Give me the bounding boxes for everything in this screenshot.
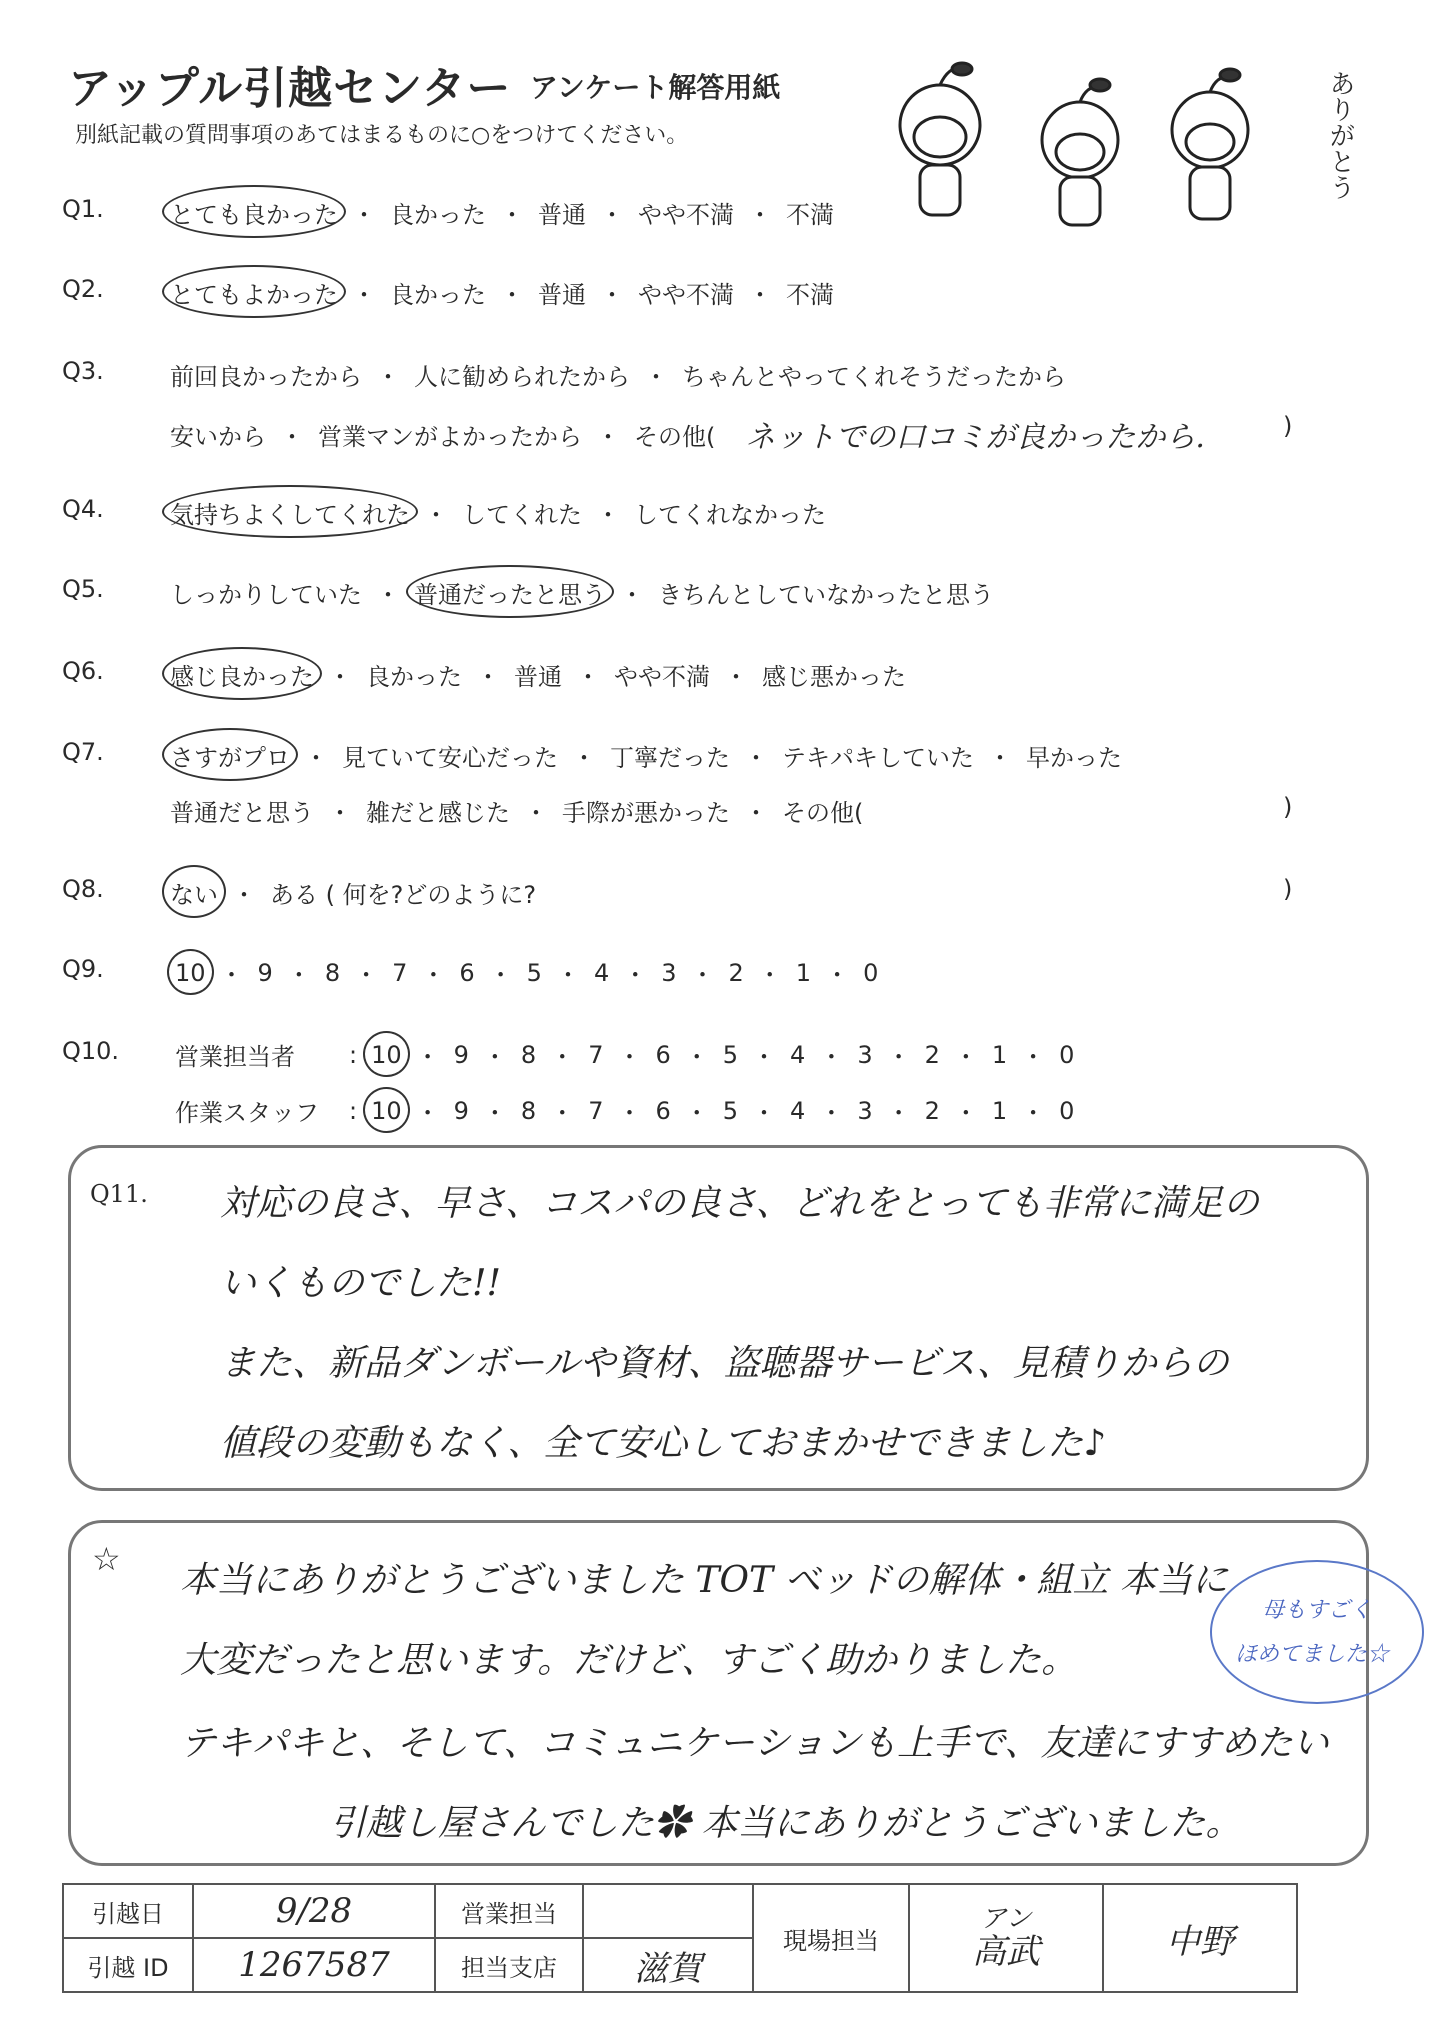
move-id-value[interactable]: 1267587	[193, 1938, 435, 1992]
q9-score-4[interactable]: 4	[593, 958, 610, 987]
move-date-value[interactable]: 9/28	[193, 1884, 435, 1938]
q3-other-answer[interactable]: ネットでの口コミが良かったから.	[745, 420, 1205, 455]
q6-option-1[interactable]: 感じ良かった	[170, 657, 314, 692]
q4-option-1[interactable]: 気持ちよくしてくれた	[170, 495, 410, 530]
q9-score-9[interactable]: 9	[257, 958, 273, 987]
q10-sales-label: 営業担当者	[175, 1043, 295, 1071]
q10-sales-score-8[interactable]: 8	[520, 1040, 537, 1069]
form-subtitle: アンケート解答用紙	[530, 71, 781, 104]
q7-options-row2: 普通だと思う ・ 雑だと感じた ・ 手際が悪かった ・ その他(	[170, 793, 863, 828]
site-staff-1-note: アン	[980, 1904, 1032, 1934]
q9-score-3[interactable]: 3	[661, 958, 677, 987]
q7-close-paren: )	[1283, 793, 1293, 821]
q1-option-4[interactable]: やや不満	[638, 201, 734, 229]
q10-sales-score-10[interactable]: 10	[371, 1040, 402, 1069]
bubble-line-2: ほめてました☆	[1235, 1642, 1390, 1667]
q2-options: とてもよかった ・ 良かった ・ 普通 ・ やや不満 ・ 不満	[170, 275, 834, 310]
q7-option-4[interactable]: テキパキしていた	[782, 744, 974, 772]
q7-option-7[interactable]: 雑だと感じた	[366, 799, 510, 827]
comment-line-2: 大変だったと思います。だけど、すごく助かりました。	[180, 1640, 1078, 1681]
q10-staff-score-2[interactable]: 2	[924, 1096, 940, 1125]
q7-option-5[interactable]: 早かった	[1026, 744, 1122, 772]
q6-option-4[interactable]: やや不満	[614, 663, 710, 691]
q8-label: Q8.	[62, 875, 104, 903]
move-id-label: 引越 ID	[63, 1938, 193, 1992]
bubble-line-1: 母もすごく	[1262, 1598, 1373, 1623]
q10-staff-score-1[interactable]: 1	[991, 1096, 1008, 1125]
q6-option-5[interactable]: 感じ悪かった	[762, 663, 906, 691]
sales-rep-label: 営業担当	[435, 1884, 583, 1938]
q10-staff-score-10[interactable]: 10	[371, 1096, 402, 1125]
site-staff-1[interactable]	[909, 1884, 1103, 1992]
move-date-label: 引越日	[63, 1884, 193, 1938]
q7-options: さすがプロ ・ 見ていて安心だった ・ 丁寧だった ・ テキパキしていた ・ 早かった	[170, 738, 1122, 773]
q1-options: とても良かった ・ 良かった ・ 普通 ・ やや不満 ・ 不満	[170, 195, 834, 230]
q9-score-10[interactable]: 10	[175, 958, 206, 987]
site-staff-2[interactable]: 中野	[1103, 1884, 1297, 1992]
q11-line-3: また、新品ダンボールや資材、盗聴器サービス、見積りからの	[220, 1343, 1229, 1384]
q9-score-0[interactable]: 0	[863, 958, 879, 987]
q9-score-6[interactable]: 6	[459, 958, 475, 987]
q11-line-2: いくものでした!!	[220, 1263, 501, 1304]
q5-option-1[interactable]: しっかりしていた	[170, 581, 362, 609]
brand-title: アップル引越センター	[68, 63, 512, 114]
q10-sales-score-3[interactable]: 3	[857, 1040, 873, 1069]
instructions: 別紙記載の質問事項のあてはまるものに○をつけてください。	[75, 123, 689, 148]
q2-option-4[interactable]: やや不満	[638, 281, 734, 309]
q6-options: 感じ良かった ・ 良かった ・ 普通 ・ やや不満 ・ 感じ悪かった	[170, 657, 906, 692]
q9-score-7[interactable]: 7	[392, 958, 408, 987]
q7-option-other[interactable]: その他(	[782, 799, 864, 827]
q3-close-paren: )	[1283, 412, 1293, 440]
monkey-middle-icon	[1042, 79, 1118, 225]
q6-option-2[interactable]: 良かった	[366, 663, 462, 691]
q2-label: Q2.	[62, 275, 104, 303]
q9-score-1[interactable]: 1	[795, 958, 812, 987]
q10-sales-score-9[interactable]: 9	[453, 1040, 469, 1069]
q5-label: Q5.	[62, 575, 104, 603]
q5-options: しっかりしていた ・ 普通だったと思う ・ きちんとしていなかったと思う	[170, 575, 994, 610]
q9-score-8[interactable]: 8	[324, 958, 341, 987]
q10-staff-score-9[interactable]: 9	[453, 1096, 469, 1125]
q3-label: Q3.	[62, 357, 104, 385]
q3-option-other[interactable]: その他(	[634, 422, 716, 451]
q10-sales-score-2[interactable]: 2	[924, 1040, 940, 1069]
q10-label: Q10.	[62, 1037, 120, 1065]
monkey-right-icon	[1172, 69, 1248, 219]
q9-label: Q9.	[62, 955, 104, 983]
q10-staff-row: 作業スタッフ : 10 ・ 9 ・ 8 ・ 7 ・ 6 ・ 5 ・ 4 ・ 3 ・ 2 ・ 1 ・ 0	[175, 1093, 1074, 1128]
q11-label: Q11.	[90, 1180, 148, 1208]
q9-score-2[interactable]: 2	[728, 958, 744, 987]
q2-option-2[interactable]: 良かった	[390, 281, 486, 309]
q10-staff-score-3[interactable]: 3	[857, 1096, 873, 1125]
q3-options: 前回良かったから ・ 人に勧められたから ・ ちゃんとやってくれそうだったから	[170, 357, 1066, 392]
q6-label: Q6.	[62, 657, 104, 685]
q5-option-2[interactable]: 普通だったと思う	[414, 575, 606, 610]
q1-option-3[interactable]: 普通	[538, 201, 586, 229]
star-icon: ☆	[92, 1540, 121, 1578]
thanks-vertical-text: ありがとう	[1325, 70, 1355, 200]
q4-option-3[interactable]: してくれなかった	[634, 501, 826, 529]
q7-option-8[interactable]: 手際が悪かった	[562, 799, 730, 827]
q10-sales-score-0[interactable]: 0	[1059, 1040, 1075, 1069]
comment-line-3: テキパキと、そして、コミュニケーションも上手で、友達にすすめたい	[180, 1723, 1329, 1764]
q10-staff-label: 作業スタッフ	[175, 1099, 319, 1127]
footer-info-table	[62, 1883, 1298, 1993]
q9-score-5[interactable]: 5	[526, 958, 542, 987]
q11-line-1: 対応の良さ、早さ、コスパの良さ、どれをとっても非常に満足の	[220, 1183, 1259, 1224]
q10-staff-score-6[interactable]: 6	[655, 1096, 671, 1125]
q10-staff-score-8[interactable]: 8	[520, 1096, 537, 1125]
branch-value[interactable]: 滋賀	[583, 1938, 753, 1992]
q1-option-2[interactable]: 良かった	[390, 201, 486, 229]
q10-staff-score-7[interactable]: 7	[588, 1096, 604, 1125]
q11-line-4: 値段の変動もなく、全て安心しておまかせできました♪	[220, 1423, 1107, 1464]
q9-scale: 10 ・ 9 ・ 8 ・ 7 ・ 6 ・ 5 ・ 4 ・ 3 ・ 2 ・ 1 ・ 0	[175, 958, 879, 989]
comment-line-1: 本当にありがとうございました TOT ベッドの解体・組立 本当に	[180, 1560, 1228, 1601]
q3-option-3[interactable]: ちゃんとやってくれそうだったから	[682, 363, 1066, 391]
q1-label: Q1.	[62, 195, 104, 223]
q10-sales-colon: :	[349, 1040, 358, 1069]
q3-option-5[interactable]: 営業マンがよかったから	[318, 422, 582, 451]
q10-staff-score-0[interactable]: 0	[1059, 1096, 1075, 1125]
q8-option-2[interactable]: ある ( 何を?どのように?	[270, 881, 537, 909]
site-staff-label: 現場担当	[753, 1884, 909, 1992]
q7-option-2[interactable]: 見ていて安心だった	[342, 744, 558, 772]
q7-option-6[interactable]: 普通だと思う	[170, 799, 314, 827]
q1-option-1[interactable]: とても良かった	[170, 195, 338, 230]
speech-bubble	[1210, 1560, 1424, 1704]
q4-options: 気持ちよくしてくれた ・ してくれた ・ してくれなかった	[170, 495, 826, 530]
q2-option-5[interactable]: 不満	[786, 281, 834, 309]
branch-label: 担当支店	[435, 1938, 583, 1992]
q2-option-3[interactable]: 普通	[538, 281, 586, 309]
monkey-mascots-illustration	[880, 55, 1300, 235]
q3-option-2[interactable]: 人に勧められたから	[414, 363, 630, 391]
monkey-left-icon	[900, 63, 980, 215]
q8-options: ない ・ ある ( 何を?どのように?	[170, 875, 536, 910]
q7-option-1[interactable]: さすがプロ	[170, 738, 290, 773]
q6-option-3[interactable]: 普通	[514, 663, 562, 691]
q10-sales-score-4[interactable]: 4	[790, 1040, 806, 1069]
comment-line-4: 引越し屋さんでした✿ 本当にありがとうございました。	[330, 1803, 1242, 1844]
q5-option-3[interactable]: きちんとしていなかったと思う	[658, 581, 994, 609]
sales-rep-value[interactable]	[583, 1884, 753, 1938]
q1-option-5[interactable]: 不満	[786, 201, 834, 229]
q4-label: Q4.	[62, 495, 104, 523]
q4-option-2[interactable]: してくれた	[462, 501, 582, 529]
q3-options-row2: 安いから ・ 営業マンがよかったから ・ その他( ネットでの口コミが良かったから.	[170, 412, 1205, 456]
q3-option-4[interactable]: 安いから	[170, 422, 266, 451]
q10-sales-score-6[interactable]: 6	[655, 1040, 671, 1069]
site-staff-1-name: 高武	[972, 1931, 1040, 1972]
q10-sales-score-5[interactable]: 5	[722, 1040, 739, 1069]
q10-sales-row: 営業担当者 : 10 ・ 9 ・ 8 ・ 7 ・ 6 ・ 5 ・ 4 ・ 3 ・ 2 ・ 1 ・ 0	[175, 1037, 1074, 1072]
q7-option-3[interactable]: 丁寧だった	[610, 744, 730, 772]
q10-staff-score-4[interactable]: 4	[790, 1096, 806, 1125]
q3-option-1[interactable]: 前回良かったから	[170, 363, 362, 391]
q10-staff-score-5[interactable]: 5	[722, 1096, 739, 1125]
q10-sales-score-1[interactable]: 1	[991, 1040, 1008, 1069]
q10-sales-score-7[interactable]: 7	[588, 1040, 604, 1069]
q8-close-paren: )	[1283, 875, 1293, 903]
q10-staff-colon: :	[349, 1096, 358, 1125]
q8-option-1[interactable]: ない	[170, 875, 218, 910]
q7-label: Q7.	[62, 738, 104, 766]
q2-option-1[interactable]: とてもよかった	[170, 275, 338, 310]
